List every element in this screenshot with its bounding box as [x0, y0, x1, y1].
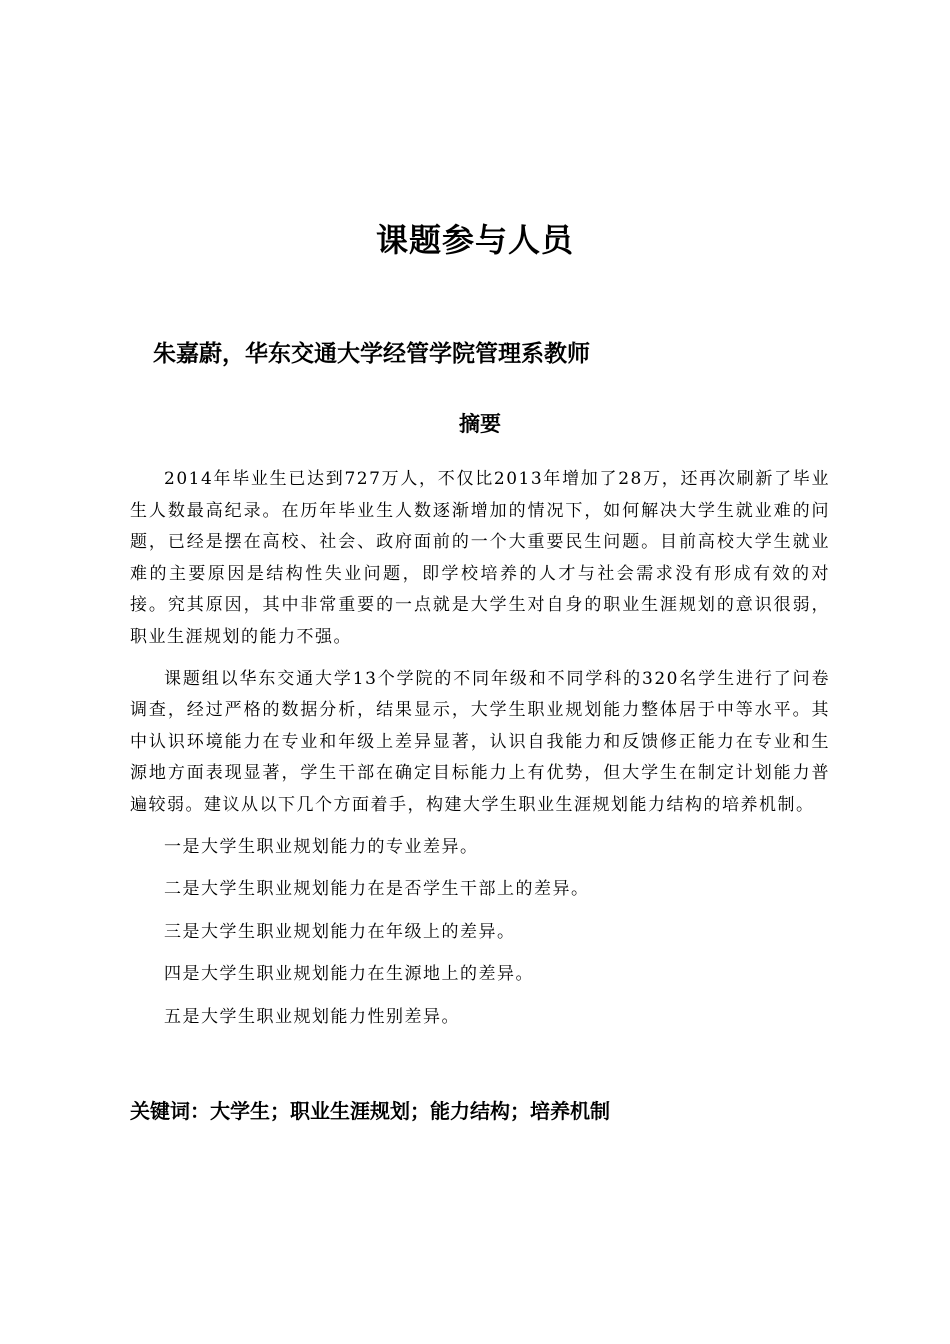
document-title: 课题参与人员	[375, 221, 574, 259]
keywords-line: 关键词：大学生；职业生涯规划；能力结构；培养机制	[130, 1099, 610, 1123]
abstract-heading: 摘要	[459, 412, 501, 436]
abstract-point: 四是大学生职业规划能力在生源地上的差异。	[164, 964, 534, 985]
abstract-point: 五是大学生职业规划能力性别差异。	[164, 1006, 460, 1027]
abstract-paragraph: 2014年毕业生已达到727万人，不仅比2013年增加了28万，还再次刷新了毕业生人数最高纪录。在历年毕业生人数逐渐增加的情况下，如何解决大学生就业难的问题，已经是摆在高校、社会、政府面前的一个大重要民生问题。目前高校大学生就业难的主要原因是结构性失业问题，即学校培养的人才与社会需求没有形成有效的对接。究其原因，其中非常重要的一点就是大学生对自身的职业生涯规划的意识很弱，职业生涯规划的能力不强。	[130, 469, 830, 647]
abstract-point: 二是大学生职业规划能力在是否学生干部上的差异。	[164, 879, 590, 900]
abstract-paragraph: 课题组以华东交通大学13个学院的不同年级和不同学科的320名学生进行了问卷调查，经过严格的数据分析，结果显示，大学生职业规划能力整体居于中等水平。其中认识环境能力在专业和年级上差异显著，认识自我能力和反馈修正能力在专业和生源地方面表现显著，学生干部在确定目标能力上有优势，但大学生在制定计划能力普遍较弱。建议从以下几个方面着手，构建大学生职业生涯规划能力结构的培养机制。	[130, 668, 830, 815]
abstract-point: 三是大学生职业规划能力在年级上的差异。	[164, 921, 516, 942]
abstract-body	[130, 464, 830, 1045]
participant-info: 朱嘉蔚，华东交通大学经管学院管理系教师	[153, 341, 590, 367]
abstract-point: 一是大学生职业规划能力的专业差异。	[164, 836, 479, 857]
